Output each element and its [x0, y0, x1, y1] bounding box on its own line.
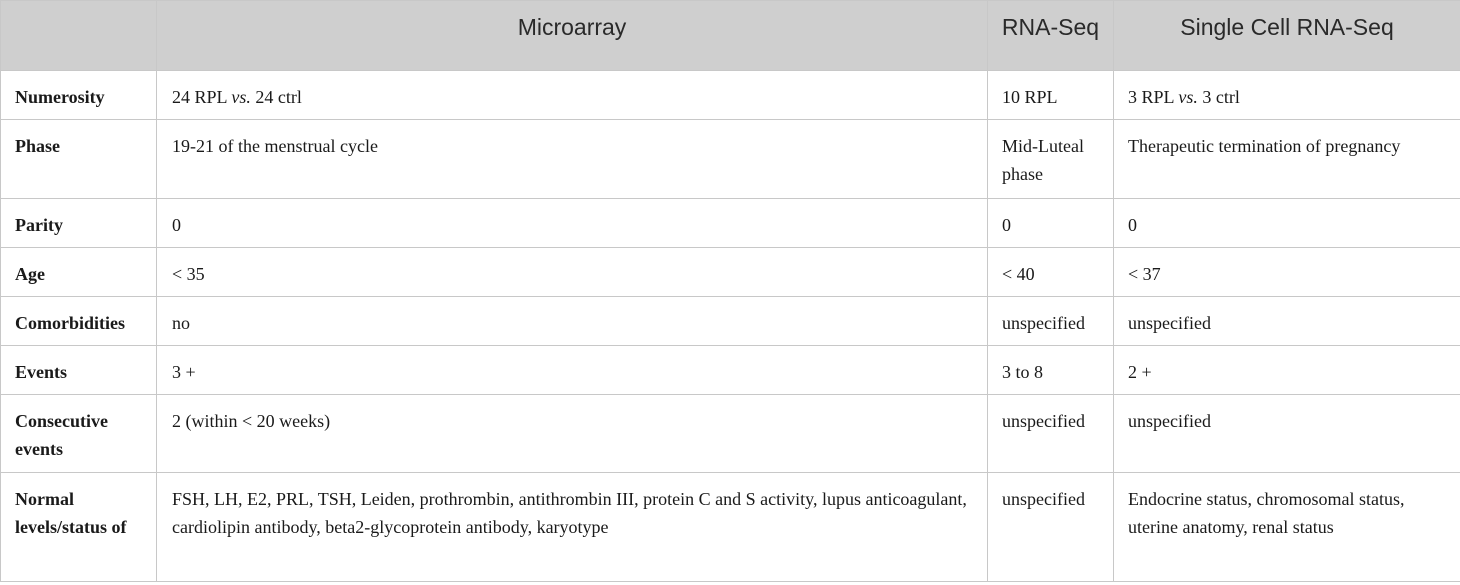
- microarray-cell: 3 +: [157, 346, 988, 395]
- row-label: Normal levels/status of: [1, 473, 157, 582]
- scrnaseq-cell: unspecified: [1114, 395, 1460, 473]
- row-label: Parity: [1, 199, 157, 248]
- scrnaseq-cell: 2 +: [1114, 346, 1460, 395]
- row-label: Events: [1, 346, 157, 395]
- cell-text: 3 ctrl: [1197, 87, 1240, 107]
- header-rnaseq: RNA-Seq: [988, 1, 1114, 71]
- row-label: Phase: [1, 120, 157, 199]
- microarray-cell: 19-21 of the menstrual cycle: [157, 120, 988, 199]
- rnaseq-cell: unspecified: [988, 473, 1114, 582]
- rnaseq-cell: unspecified: [988, 297, 1114, 346]
- microarray-cell: < 35: [157, 248, 988, 297]
- cell-text: 24 ctrl: [250, 87, 302, 107]
- header-single-cell-rnaseq: Single Cell RNA-Seq: [1114, 1, 1460, 71]
- header-row: [1, 1, 1460, 71]
- rnaseq-cell: 0: [988, 199, 1114, 248]
- header-microarray: Microarray: [157, 1, 988, 71]
- scrnaseq-cell: unspecified: [1114, 297, 1460, 346]
- rnaseq-cell: unspecified: [988, 395, 1114, 473]
- table-row: [1, 120, 1460, 199]
- rnaseq-cell: < 40: [988, 248, 1114, 297]
- table-row: [1, 395, 1460, 473]
- table-row: [1, 297, 1460, 346]
- row-label: Age: [1, 248, 157, 297]
- scrnaseq-cell: Therapeutic termination of pregnancy: [1114, 120, 1460, 199]
- table-row: [1, 473, 1460, 582]
- row-label: Consecutive events: [1, 395, 157, 473]
- microarray-cell: no: [157, 297, 988, 346]
- row-label: Comorbidities: [1, 297, 157, 346]
- rnaseq-cell: 3 to 8: [988, 346, 1114, 395]
- microarray-cell: [157, 71, 988, 120]
- vs-italic: vs.: [1178, 87, 1198, 107]
- cell-text: 24 RPL: [172, 87, 232, 107]
- table-row: [1, 71, 1460, 120]
- microarray-cell: 0: [157, 199, 988, 248]
- scrnaseq-cell: < 37: [1114, 248, 1460, 297]
- row-label: Numerosity: [1, 71, 157, 120]
- scrnaseq-cell: [1114, 71, 1460, 120]
- vs-italic: vs.: [231, 87, 251, 107]
- header-empty-cell: [1, 1, 157, 71]
- cell-text: 3 RPL: [1128, 87, 1179, 107]
- table-row: [1, 346, 1460, 395]
- table-row: [1, 248, 1460, 297]
- microarray-cell: 2 (within < 20 weeks): [157, 395, 988, 473]
- rnaseq-cell: Mid-Luteal phase: [988, 120, 1114, 199]
- table-row: [1, 199, 1460, 248]
- microarray-cell: FSH, LH, E2, PRL, TSH, Leiden, prothrombin, antithrombin III, protein C and S activity, lupus anticoagulant, cardiolipin antibody, beta2-glycoprotein antibody, karyotype: [157, 473, 988, 582]
- scrnaseq-cell: 0: [1114, 199, 1460, 248]
- scrnaseq-cell: Endocrine status, chromosomal status, uterine anatomy, renal status: [1114, 473, 1460, 582]
- rnaseq-cell: 10 RPL: [988, 71, 1114, 120]
